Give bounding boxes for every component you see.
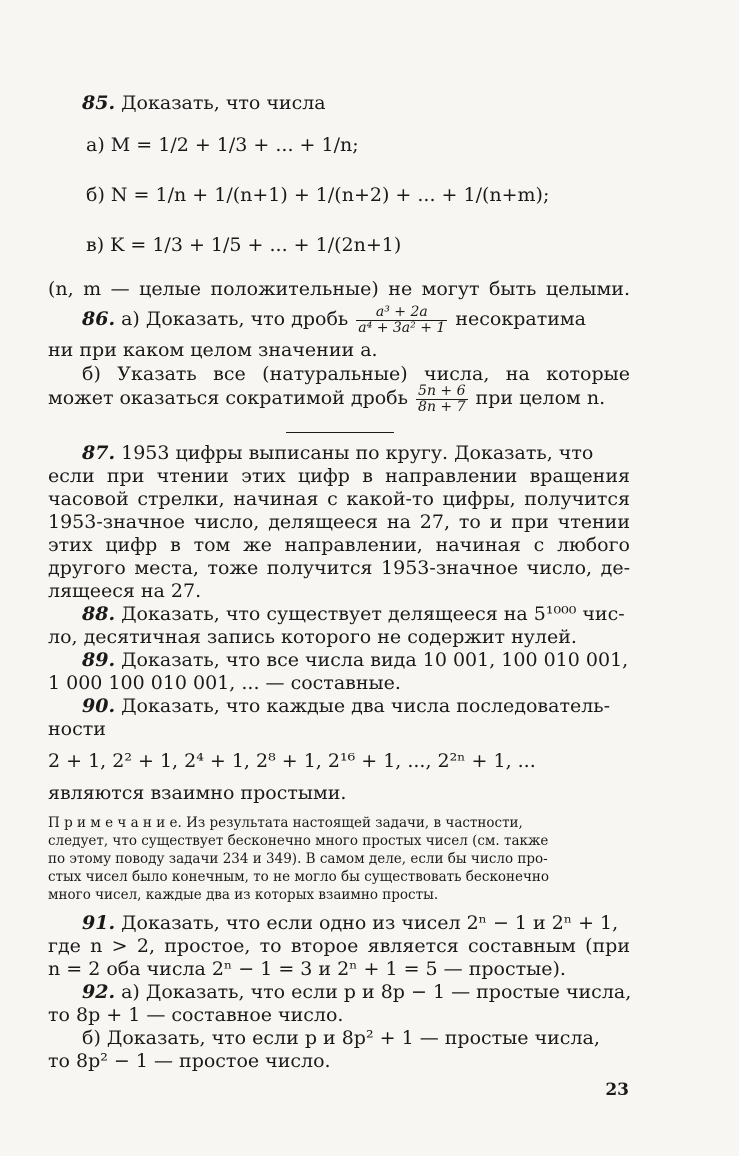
- problem-87-line-7: лящееся на 27.: [48, 580, 202, 602]
- problem-85-b: б) N = 1/n + 1/(n+1) + 1/(n+2) + ... + 1/(n+m);: [86, 184, 550, 206]
- problem-87-line-1: 87. 1953 цифры выписаны по кругу. Доказать, что: [82, 442, 594, 464]
- fraction-86b: $\frac{5n + 6}{8n + 7}$: [418, 382, 466, 415]
- page-number: 23: [605, 1080, 629, 1100]
- note-line-5: много чисел, каждые два из которых взаимно просты.: [48, 887, 439, 903]
- problem-87-line-3: часовой стрелки, начиная с какой-то цифры, получится: [48, 488, 630, 510]
- problem-85-intro: 85. Доказать, что числа: [82, 92, 326, 114]
- problem-89-line-1: 89. Доказать, что все числа вида 10 001, 100 010 001,: [82, 649, 629, 671]
- problem-87-line-4: 1953-значное число, делящееся на 27, то и при чтении: [48, 511, 630, 533]
- problem-92-line-2: то 8p + 1 — составное число.: [48, 1004, 344, 1026]
- problem-87-line-6: другого места, тоже получится 1953-значное число, де-: [48, 557, 630, 579]
- problem-90-line-1: 90. Доказать, что каждые два числа последователь-: [82, 695, 611, 717]
- section-divider: [286, 432, 394, 433]
- note-line-2: следует, что существует бесконечно много простых чисел (см. также: [48, 833, 549, 849]
- problem-86-a-line2: ни при каком целом значении a.: [48, 339, 378, 361]
- problem-91-line-2: где n > 2, простое, то второе является составным (при: [48, 935, 630, 957]
- problem-85-tail: (n, m — целые положительные) не могут быть целыми.: [48, 278, 630, 300]
- problem-86-b-line1: б) Указать все (натуральные) числа, на которые: [82, 363, 630, 385]
- problem-90-sequence: 2 + 1, 2² + 1, 2⁴ + 1, 2⁸ + 1, 2¹⁶ + 1, ..., 2²ⁿ + 1, ...: [48, 750, 536, 772]
- problem-88-line-2: ло, десятичная запись которого не содержит нулей.: [48, 626, 577, 648]
- note-line-3: по этому поводу задачи 234 и 349). В самом деле, если бы число про-: [48, 851, 548, 867]
- problem-86-b: может оказаться сократимой дробь $\frac{5n + 6}{8n + 7}$ при целом n.: [48, 382, 606, 415]
- problem-92-line-3: б) Доказать, что если p и 8p² + 1 — простые числа,: [82, 1027, 600, 1049]
- problem-92-line-1: 92. а) Доказать, что если p и 8p − 1 — простые числа,: [82, 981, 632, 1003]
- problem-85-a: а) M = 1/2 + 1/3 + ... + 1/n;: [86, 134, 359, 156]
- problem-87-line-5: этих цифр в том же направлении, начиная с любого: [48, 534, 630, 556]
- problem-90-line-2: ности: [48, 718, 106, 740]
- problem-92-line-4: то 8p² − 1 — простое число.: [48, 1050, 331, 1072]
- problem-85-c: в) K = 1/3 + 1/5 + ... + 1/(2n+1): [86, 234, 402, 256]
- problem-88-line-1: 88. Доказать, что существует делящееся на 5¹⁰⁰⁰ чис-: [82, 603, 625, 625]
- problem-86-a: 86. а) Доказать, что дробь $\frac{\text{a³ + 2a}}{\text{a⁴ + 3a² + 1}}$ несократима: [82, 303, 586, 336]
- problem-91-line-3: n = 2 оба числа 2ⁿ − 1 = 3 и 2ⁿ + 1 = 5 — простые).: [48, 958, 566, 980]
- problem-90-line-3: являются взаимно простыми.: [48, 782, 347, 804]
- fraction-86a: $\frac{\text{a³ + 2a}}{\text{a⁴ + 3a² + 1}}$: [358, 303, 446, 336]
- problem-87-line-2: если при чтении этих цифр в направлении вращения: [48, 465, 630, 487]
- problem-89-line-2: 1 000 100 010 001, ... — составные.: [48, 672, 401, 694]
- note-line-1: П р и м е ч а н и е. Из результата настоящей задачи, в частности,: [48, 815, 523, 831]
- note-line-4: стых чисел было конечным, то не могло бы существовать бесконечно: [48, 869, 550, 885]
- problem-91-line-1: 91. Доказать, что если одно из чисел 2ⁿ − 1 и 2ⁿ + 1,: [82, 912, 619, 934]
